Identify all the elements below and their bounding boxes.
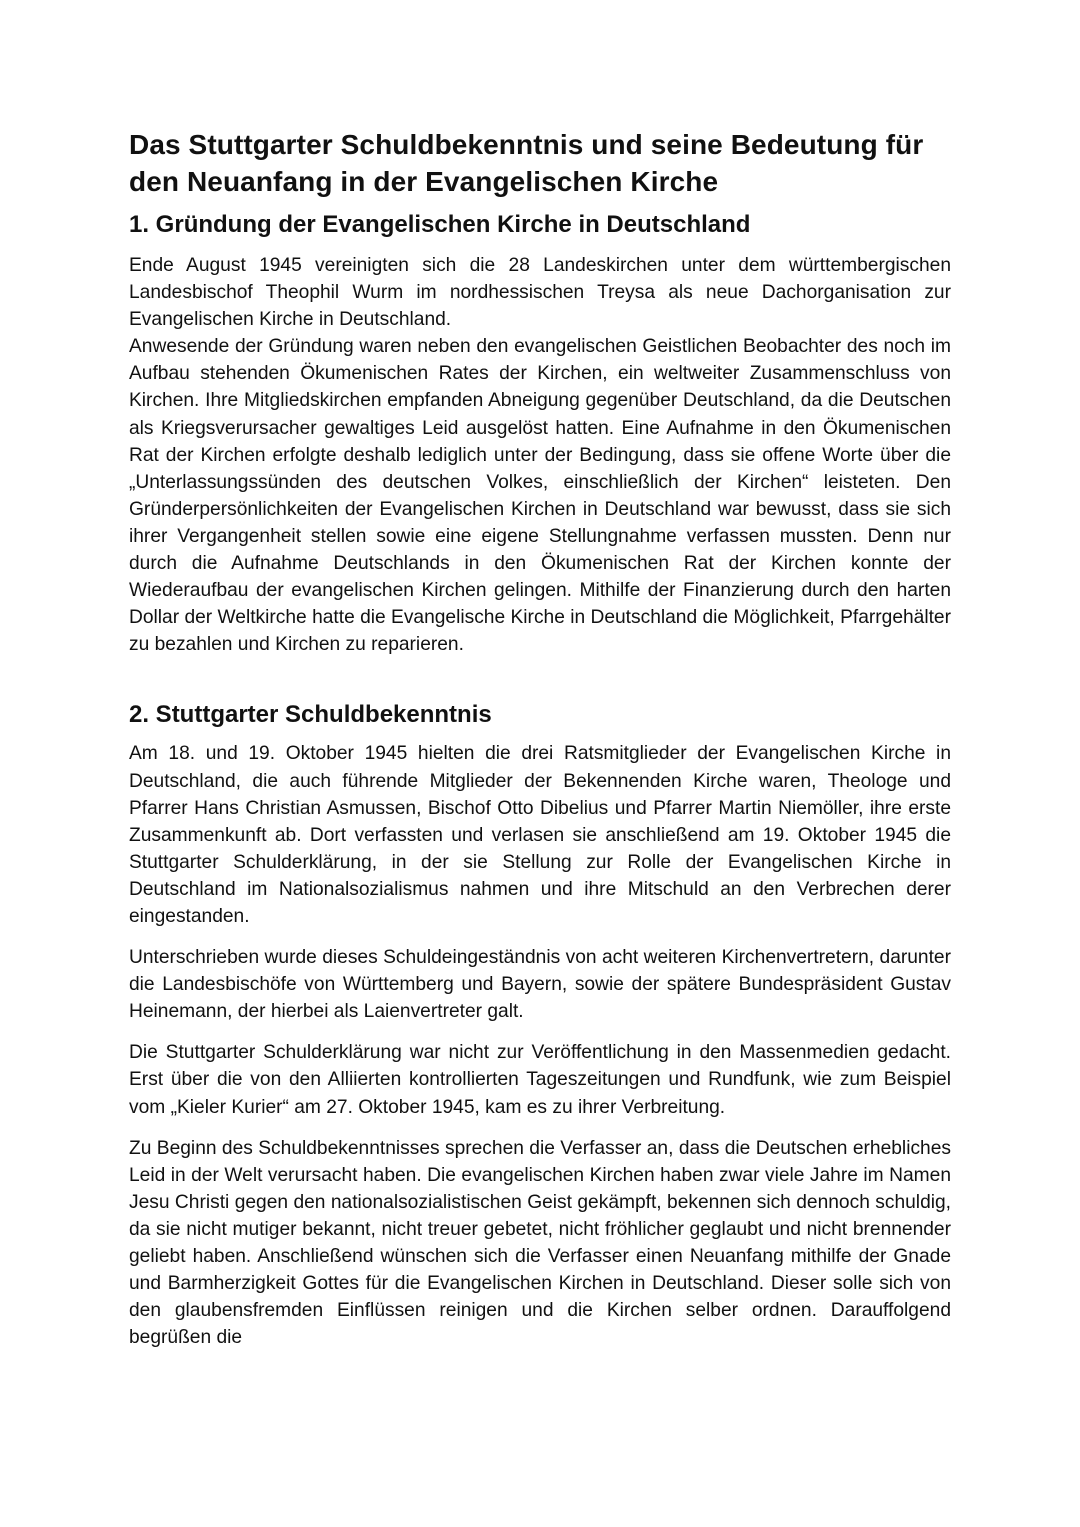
section-heading-stuttgart-declaration: 2. Stuttgarter Schuldbekenntnis — [129, 701, 492, 729]
document-title: Das Stuttgarter Schuldbekenntnis und seine Bedeutung für den Neuanfang in der Evangelischen Kirche — [129, 129, 924, 197]
paragraph: Unterschrieben wurde dieses Schuldeingeständnis von acht weiteren Kirchenvertretern, darunter die Landesbischöfe von Württemberg und Bayern, sowie der spätere Bundespräsident Gustav Heinemann, der hierbei als Laienvertreter galt. — [129, 947, 951, 1023]
paragraph: Die Stuttgarter Schulderklärung war nicht zur Veröffentlichung in den Massenmedien gedacht. Erst über die von den Alliierten kontrollierten Tageszeitungen und Rundfunk, wie zum Beispiel vom „Kieler Kurier“ am 27. Oktober 1945, kam es zu ihrer Verbreitung. — [129, 1042, 951, 1118]
section-founding — [129, 210, 951, 658]
paragraph: Zu Beginn des Schuldbekenntnisses sprechen die Verfasser an, dass die Deutschen erhebliches Leid in der Welt verursacht haben. Die evangelischen Kirchen haben zwar viele Jahre im Namen Jesu Christi gegen den nationalsozialistischen Geist gekämpft, bekennen sich dennoch schuldig, da sie nicht mutiger bekannt, nicht treuer gebetet, nicht fröhlicher geglaubt und nicht brennender geliebt haben. Anschließend wünschen sich die Verfasser einen Neuanfang mithilfe der Gnade und Barmherzigkeit Gottes für die Evangelischen Kirchen in Deutschland. Dieser solle sich von den glaubensfremden Einflüssen reinigen und die Kirchen selber ordnen. Darauffolgend begrüßen die — [129, 1137, 951, 1349]
section-heading-founding: 1. Gründung der Evangelischen Kirche in Deutschland — [129, 211, 751, 238]
section-stuttgart-declaration — [129, 700, 951, 1351]
paragraph: Ende August 1945 vereinigten sich die 28 Landeskirchen unter dem württembergischen Landesbischof Theophil Wurm im nordhessischen Treysa als neue Dachorganisation zur Evangelischen Kirche in Deutschland. — [129, 255, 951, 331]
paragraph: Anwesende der Gründung waren neben den evangelischen Geistlichen Beobachter des noch im Aufbau stehenden Ökumenischen Rates der Kirchen, ein weltweiter Zusammenschluss von Kirchen. Ihre Mitgliedskirchen empfanden Abneigung gegenüber Deutschland, da die Deutschen als Kriegsverursacher gewaltiges Leid ausgelöst hatten. Eine Aufnahme in den Ökumenischen Rat der Kirchen erfolgte deshalb lediglich unter der Bedingung, dass sie offene Worte über die „Unterlassungssünden des deutschen Volkes, einschließlich der Kirchen“ leisteten. Den Gründerpersönlichkeiten der Evangelischen Kirchen in Deutschland war bewusst, dass sie sich ihrer Vergangenheit stellen sowie eine eigene Stellungnahme verfassen mussten. Denn nur durch die Aufnahme Deutschlands in den Ökumenischen Rat der Kirchen konnte der Wiederaufbau der evangelischen Kirchen gelingen. Mithilfe der Finanzierung durch den harten Dollar der Weltkirche hatte die Evangelische Kirche in Deutschland die Möglichkeit, Pfarrgehälter zu bezahlen und Kirchen zu reparieren. — [129, 336, 951, 656]
paragraph: Am 18. und 19. Oktober 1945 hielten die drei Ratsmitglieder der Evangelischen Kirche in Deutschland, die auch führende Mitglieder der Bekennenden Kirche waren, Theologe und Pfarrer Hans Christian Asmussen, Bischof Otto Dibelius und Pfarrer Martin Niemöller, ihre erste Zusammenkunft ab. Dort verfassten und verlasen sie anschließend am 19. Oktober 1945 die Stuttgarter Schulderklärung, in der sie Stellung zur Rolle der Evangelischen Kirche in Deutschland im Nationalsozialismus nahmen und ihre Mitschuld an den Verbrechen derer eingestanden. — [129, 743, 951, 927]
document-page — [129, 126, 951, 1351]
